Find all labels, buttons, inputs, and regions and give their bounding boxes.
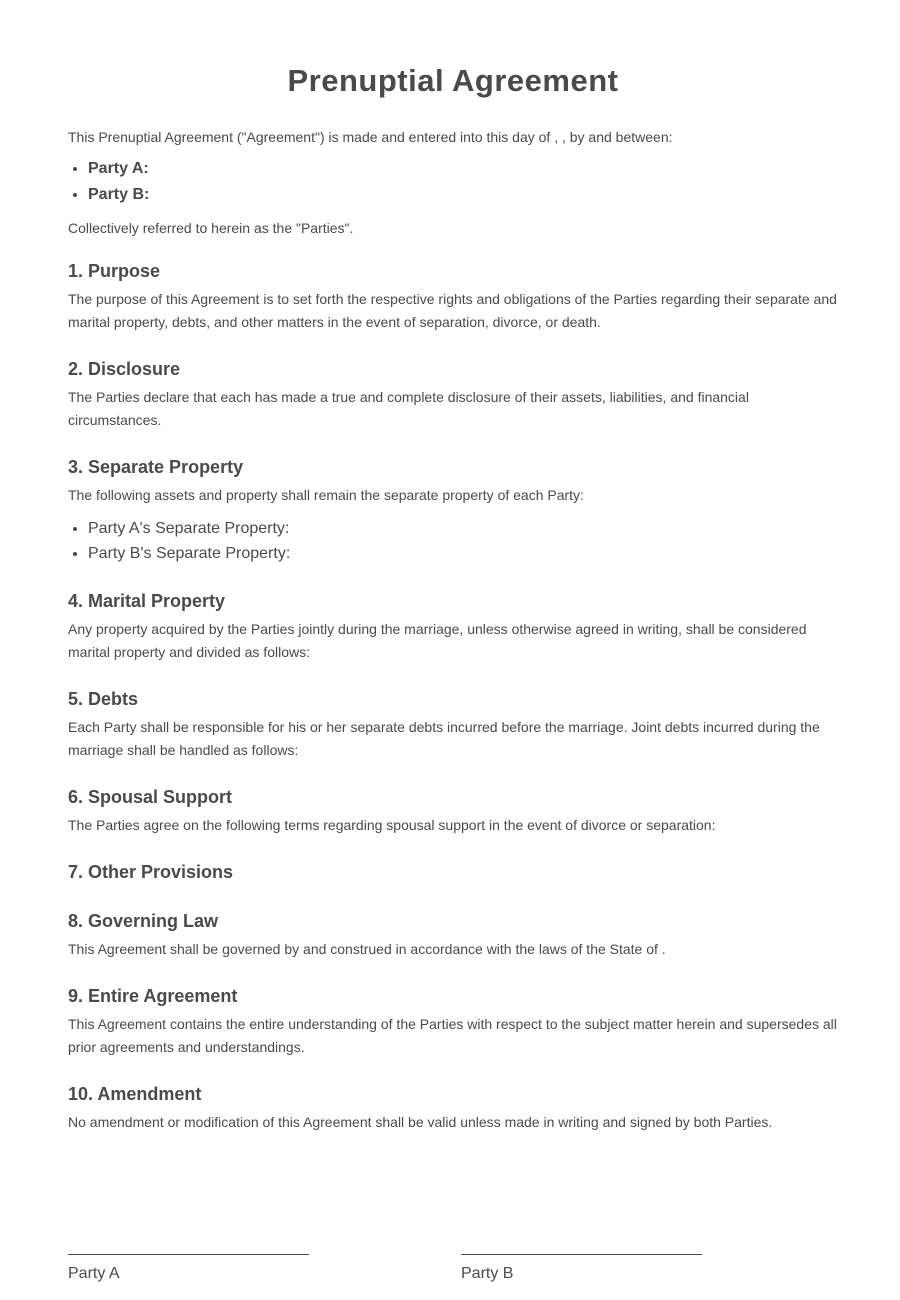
signature-block-party-b xyxy=(461,1254,702,1284)
section-body: The Parties agree on the following terms regarding spousal support in the event of divorce or separation: xyxy=(68,817,716,833)
document-content xyxy=(68,58,838,1157)
signature-line[interactable] xyxy=(68,1254,309,1255)
collective-paragraph: Collectively referred to herein as the "Parties". xyxy=(68,220,354,236)
section-amendment xyxy=(68,1082,838,1134)
section-body: This Agreement contains the entire understanding of the Parties with respect to the subject matter herein and supersedes all prior agreements and understandings. xyxy=(68,1016,837,1055)
party-a-separate-property-item: • Party A's Separate Property: xyxy=(88,516,838,541)
document-title: Prenuptial Agreement xyxy=(287,63,619,98)
section-heading: 8. Governing Law xyxy=(68,911,219,931)
section-body: The Parties declare that each has made a true and complete disclosure of their assets, liabilities, and financial circumstances. xyxy=(68,389,749,428)
signature-line[interactable] xyxy=(461,1254,702,1255)
section-body: Any property acquired by the Parties jointly during the marriage, unless otherwise agreed in writing, shall be considered marital property and divided as follows: xyxy=(68,621,807,660)
section-heading: 5. Debts xyxy=(68,689,139,709)
section-purpose xyxy=(68,259,838,334)
party-b-separate-property-item: • Party B's Separate Property: xyxy=(88,541,838,566)
section-other-provisions xyxy=(68,860,838,885)
section-heading: 6. Spousal Support xyxy=(68,787,233,807)
section-debts xyxy=(68,687,838,762)
section-heading: 3. Separate Property xyxy=(68,457,244,477)
section-heading: 1. Purpose xyxy=(68,261,161,281)
section-heading: 2. Disclosure xyxy=(68,359,181,379)
section-body: This Agreement shall be governed by and construed in accordance with the laws of the State of . xyxy=(68,941,666,957)
signature-block-party-a xyxy=(68,1254,309,1284)
section-marital-property xyxy=(68,589,838,664)
section-spousal-support xyxy=(68,785,838,837)
signature-label: Party B xyxy=(461,1265,514,1282)
section-heading: 9. Entire Agreement xyxy=(68,986,238,1006)
party-b-item: • Party B: xyxy=(88,182,838,208)
party-a-item: • Party A: xyxy=(88,156,838,182)
separate-property-list xyxy=(68,516,838,566)
section-heading: 4. Marital Property xyxy=(68,591,226,611)
signature-label: Party A xyxy=(68,1265,120,1282)
section-disclosure xyxy=(68,357,838,432)
section-body: Each Party shall be responsible for his or her separate debts incurred before the marriage. Joint debts incurred during the marriage shall be handled as follows: xyxy=(68,719,820,758)
section-body: The following assets and property shall remain the separate property of each Party: xyxy=(68,487,584,503)
section-governing-law xyxy=(68,909,838,961)
section-separate-property xyxy=(68,455,838,566)
section-body: No amendment or modification of this Agreement shall be valid unless made in writing and signed by both Parties. xyxy=(68,1114,773,1130)
parties-list xyxy=(68,156,838,208)
section-body: The purpose of this Agreement is to set forth the respective rights and obligations of the Parties regarding their separate and marital property, debts, and other matters in the event of separation, divorce, or death. xyxy=(68,291,837,330)
section-entire-agreement xyxy=(68,984,838,1059)
section-heading: 7. Other Provisions xyxy=(68,862,234,882)
intro-paragraph: This Prenuptial Agreement ("Agreement") is made and entered into this day of , , by and between: xyxy=(68,129,673,145)
section-heading: 10. Amendment xyxy=(68,1084,202,1104)
